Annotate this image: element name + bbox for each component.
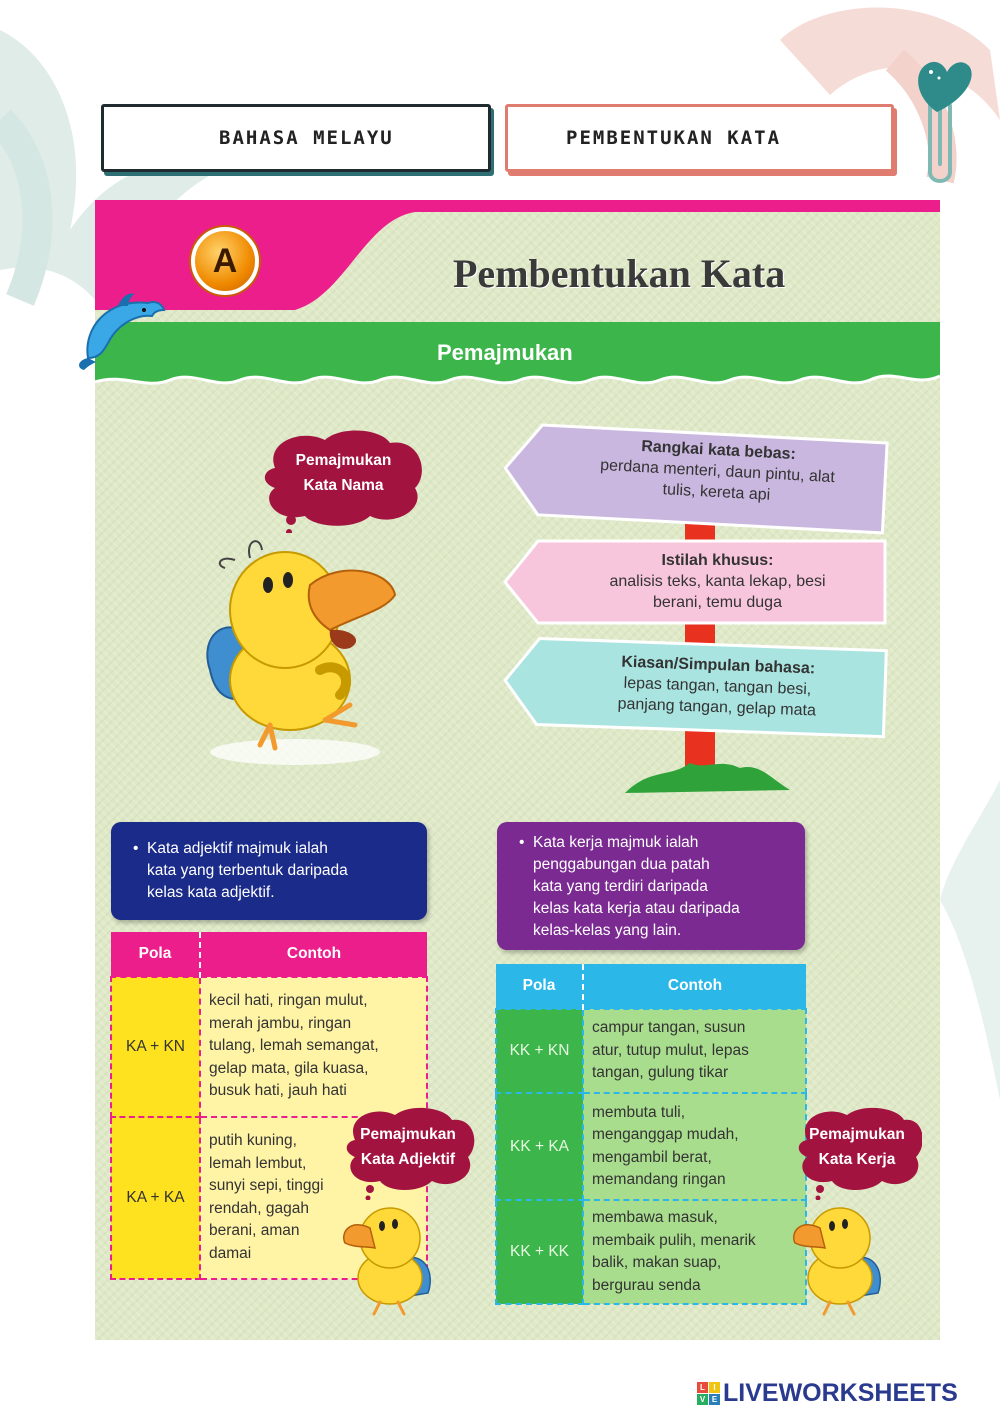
cloud-noun-text xyxy=(271,448,416,498)
logo-block-v: V xyxy=(697,1394,708,1405)
sign-2-line1: analisis teks, kanta lekap, besi xyxy=(609,573,826,590)
sign-2-title: Istilah khusus: xyxy=(661,552,774,569)
adj-row1-line4: gelap mata, gila kuasa, xyxy=(209,1059,369,1077)
adjective-bullet: • xyxy=(133,840,139,857)
dolphin-icon xyxy=(78,288,168,373)
verb-header-pola: Pola xyxy=(496,964,583,1009)
verb-row3-line1: membawa masuk, xyxy=(592,1209,718,1226)
brand-name[interactable]: LIVEWORKSHEETS xyxy=(723,1378,958,1407)
sign-3-line1: lepas tangan, tangan besi, xyxy=(623,674,812,699)
adj-info-line1: Kata adjektif majmuk ialah xyxy=(147,840,328,857)
verb-row3-line3: balik, makan suap, xyxy=(592,1254,722,1271)
verb-row1-contoh xyxy=(583,1009,806,1093)
small-bird-adjective-icon xyxy=(340,1198,440,1318)
bird-mascot-icon xyxy=(190,530,410,765)
topic-box xyxy=(505,104,894,172)
subject-label: BAHASA MELAYU xyxy=(219,127,394,149)
verb-row1-line3: tangan, gulung tikar xyxy=(592,1064,729,1082)
cloud-adj-line2: Kata Adjektif xyxy=(360,1151,456,1168)
subject-box xyxy=(101,104,491,172)
adj-row2-line6: damai xyxy=(209,1244,252,1262)
verb-info-line5: kelas-kelas yang lain. xyxy=(533,922,682,939)
adj-row2-pola: KA + KA xyxy=(111,1117,200,1279)
adj-header-pola: Pola xyxy=(111,932,200,977)
sign-1-title: Rangkai kata bebas: xyxy=(640,437,797,464)
badge-letter: A xyxy=(212,241,238,280)
sign-1-line1: perdana menteri, daun pintu, alat xyxy=(599,456,836,487)
verb-row1-pola: KK + KN xyxy=(496,1009,583,1093)
adj-row1-line1: kecil hati, ringan mulut, xyxy=(209,992,368,1009)
adjective-info-card xyxy=(111,822,427,920)
cloud-adjective-text xyxy=(343,1122,473,1172)
verb-header-contoh: Contoh xyxy=(667,977,723,994)
sign-3-line2: panjang tangan, gelap mata xyxy=(617,695,817,720)
verb-row2-line3: mengambil berat, xyxy=(592,1148,712,1166)
verb-row2-contoh xyxy=(583,1093,806,1200)
adj-row1-line2: merah jambu, ringan xyxy=(209,1014,352,1032)
verb-row3-line4: bergurau senda xyxy=(592,1276,701,1294)
verb-row1-line1: campur tangan, susun xyxy=(592,1019,746,1037)
adj-header-contoh: Contoh xyxy=(286,945,342,962)
verb-row3-pola: KK + KK xyxy=(496,1200,583,1304)
verb-row2-pola: KK + KA xyxy=(496,1093,583,1200)
sign-2 xyxy=(545,550,890,613)
sign-3 xyxy=(544,649,891,724)
adj-row2-line2: lemah lembut, xyxy=(209,1154,307,1172)
logo-block-l: L xyxy=(697,1382,708,1393)
topic-label: PEMBENTUKAN KATA xyxy=(566,127,782,149)
verb-info-line3: kata yang terdiri daripada xyxy=(533,878,708,895)
logo-block-i: I xyxy=(709,1382,720,1393)
small-bird-verb-icon xyxy=(790,1198,890,1318)
verb-row2-line2: menganggap mudah, xyxy=(592,1126,739,1143)
cloud-verb-text xyxy=(795,1122,919,1172)
sign-2-line2: berani, temu duga xyxy=(653,594,782,611)
adj-info-line2: kata yang terbentuk daripada xyxy=(147,862,348,879)
section-badge xyxy=(191,227,259,295)
adj-info-line3: kelas kata adjektif. xyxy=(147,884,275,901)
logo-block-e: E xyxy=(709,1394,720,1405)
cloud-adj-line1: Pemajmukan xyxy=(360,1126,456,1143)
cloud-verb-line1: Pemajmukan xyxy=(809,1126,905,1143)
poster xyxy=(95,200,940,1340)
verb-row2-line4: memandang ringan xyxy=(592,1171,726,1188)
verb-row3-line2: membaik pulih, menarik xyxy=(592,1231,756,1249)
cloud-noun-line2: Kata Nama xyxy=(303,477,384,494)
verb-row3-contoh xyxy=(583,1200,806,1304)
adj-row2-line5: berani, aman xyxy=(209,1222,300,1239)
verb-info-line1: Kata kerja majmuk ialah xyxy=(533,834,699,851)
adj-row2-line4: rendah, gagah xyxy=(209,1199,309,1217)
logo-blocks-icon xyxy=(697,1382,720,1405)
adj-row1-pola: KA + KN xyxy=(111,977,200,1117)
verb-row2-line1: membuta tuli, xyxy=(592,1103,686,1121)
section-heading: Pemajmukan xyxy=(437,340,573,365)
verb-table xyxy=(495,964,807,1305)
verb-info-line4: kelas kata kerja atau daripada xyxy=(533,900,740,917)
liveworksheets-logo xyxy=(697,1380,958,1406)
adj-row2-line3: sunyi sepi, tinggi xyxy=(209,1177,324,1194)
sign-1-line2: tulis, kereta api xyxy=(662,481,771,504)
paperclip-heart-icon xyxy=(905,52,975,187)
adj-row1-line5: busuk hati, jauh hati xyxy=(209,1082,347,1099)
verb-info-line2: penggabungan dua patah xyxy=(533,856,710,873)
adj-row2-line1: putih kuning, xyxy=(209,1132,297,1149)
adj-row1-line3: tulang, lemah semangat, xyxy=(209,1037,379,1054)
verb-row1-line2: atur, tutup mulut, lepas xyxy=(592,1041,749,1059)
cloud-noun-line1: Pemajmukan xyxy=(295,452,392,469)
poster-title: Pembentukan Kata xyxy=(453,251,786,296)
verb-info-card xyxy=(497,822,805,950)
adj-row1-contoh xyxy=(200,977,427,1117)
cloud-verb-line2: Kata Kerja xyxy=(818,1151,896,1168)
verb-bullet: • xyxy=(519,834,525,851)
sign-3-title: Kiasan/Simpulan bahasa: xyxy=(621,653,816,678)
